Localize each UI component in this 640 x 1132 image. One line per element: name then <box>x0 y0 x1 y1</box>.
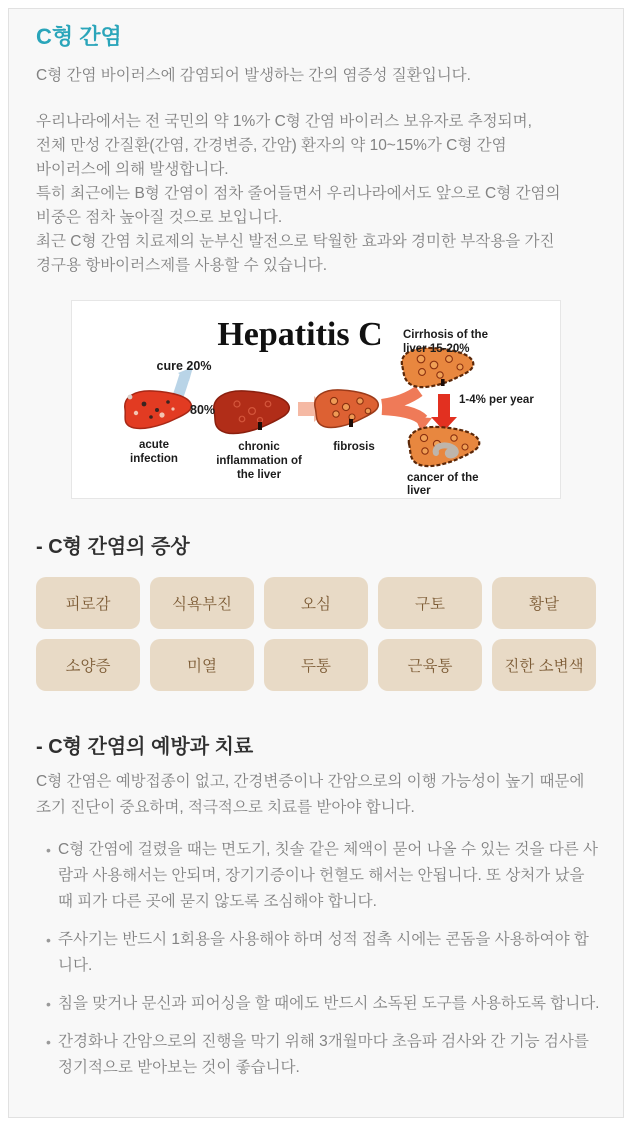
chronic-label-line1: chronic <box>238 441 280 453</box>
symptom-chip: 오심 <box>264 577 368 629</box>
symptom-chip: 황달 <box>492 577 596 629</box>
description-line: 전체 만성 간질환(간염, 간경변증, 간암) 환자의 약 10~15%가 C형 간염 <box>36 137 507 154</box>
symptom-chip: 두통 <box>264 639 368 691</box>
description-line: 특히 최근에는 B형 간염이 점차 줄어들면서 우리나라에서도 앞으로 C형 간염의 <box>36 185 561 202</box>
cancer-liver-illustration <box>409 427 480 466</box>
prevention-bullet-item: • C형 간염에 걸렸을 때는 면도기, 칫솔 같은 체액이 묻어 나올 수 있는 것을 다른 사람과 사용해서는 안되며, 장기기증이나 헌혈도 해서는 안됩니다. 또 상처가 났을 때 피가 다른 곳에 묻지 않도록 조심해야 합니다. <box>36 837 602 915</box>
symptom-chip: 피로감 <box>36 577 140 629</box>
cirrhosis-label-line2: liver 15-20% <box>403 343 470 355</box>
description-paragraph <box>36 110 596 278</box>
symptom-chip: 식욕부진 <box>150 577 254 629</box>
description-line: 바이러스에 의해 발생합니다. <box>36 161 229 178</box>
cirrhosis-label-line1: Cirrhosis of the <box>403 329 488 341</box>
cancer-label-line1: cancer of the <box>407 472 479 484</box>
cancer-label-line2: liver <box>407 485 431 497</box>
prevention-bullet-item: • 침을 맞거나 문신과 피어싱을 할 때에도 반드시 소독된 도구를 사용하도록 합니다. <box>36 991 602 1017</box>
symptom-chip: 진한 소변색 <box>492 639 596 691</box>
symptom-chip: 근육통 <box>378 639 482 691</box>
description-line: 비중은 점차 높아질 것으로 보입니다. <box>36 209 283 226</box>
per-year-label: 1-4% per year <box>459 394 534 406</box>
chronic-liver-illustration <box>214 391 290 434</box>
symptom-chip: 미열 <box>150 639 254 691</box>
description-line: 우리나라에서는 전 국민의 약 1%가 C형 간염 바이러스 보유자로 추정되며, <box>36 113 532 130</box>
intro-paragraph: C형 간염 바이러스에 감염되어 발생하는 간의 염증성 질환입니다. <box>36 67 471 84</box>
hepatitis-progression-figure <box>71 300 561 499</box>
rate-80-label: 80% <box>190 403 216 417</box>
symptoms-chip-grid <box>36 577 596 691</box>
acute-liver-illustration <box>125 391 192 429</box>
prevention-heading: - C형 간염의 예방과 치료 <box>36 736 254 758</box>
fibrosis-branch-arrow <box>382 391 432 432</box>
page-title: C형 간염 <box>36 24 122 49</box>
cure-label: cure 20% <box>156 359 212 373</box>
symptom-chip: 구토 <box>378 577 482 629</box>
fibrosis-liver-illustration <box>315 390 379 428</box>
chronic-label-line2: inflammation of <box>216 455 302 467</box>
hepatitis-c-info-card <box>8 8 624 1118</box>
acute-label-line1: acute <box>138 439 170 451</box>
symptoms-heading: - C형 간염의 증상 <box>36 536 190 558</box>
description-line: 경구용 항바이러스제를 사용할 수 있습니다. <box>36 257 328 274</box>
diagram-title: Hepatitis C <box>217 316 383 353</box>
fibrosis-label: fibrosis <box>333 441 375 453</box>
prevention-bullet-list <box>36 837 602 1081</box>
prevention-bullet-item: • 주사기는 반드시 1회용을 사용해야 하며 성적 접촉 시에는 콘돔을 사용하여야 합니다. <box>36 927 602 979</box>
hepatitis-progression-diagram <box>72 301 560 498</box>
chronic-label-line3: the liver <box>236 469 282 481</box>
prevention-bullet-item: • 간경화나 간암으로의 진행을 막기 위해 3개월마다 초음파 검사와 간 기능 검사를 정기적으로 받아보는 것이 좋습니다. <box>36 1029 602 1081</box>
prevention-intro: C형 간염은 예방접종이 없고, 간경변증이나 간암으로의 이행 가능성이 높기 때문에 조기 진단이 중요하며, 적극적으로 치료를 받아야 합니다. <box>36 773 585 816</box>
cirrhosis-to-cancer-arrow <box>431 394 457 431</box>
symptom-chip: 소양증 <box>36 639 140 691</box>
description-line: 최근 C형 간염 치료제의 눈부신 발전으로 탁월한 효과와 경미한 부작용을 가진 <box>36 233 555 250</box>
acute-label-line2: infection <box>130 453 178 465</box>
